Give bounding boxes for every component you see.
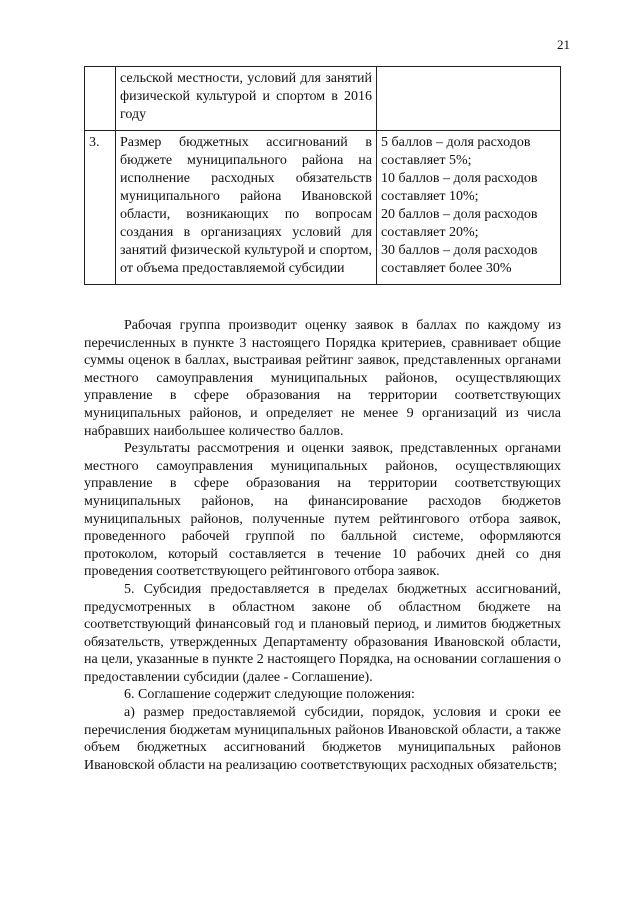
criterion-cell: сельской местности, условий для занятий физической культурой и спортом в 2016 году — [116, 67, 377, 131]
row-number-cell — [85, 67, 116, 131]
score-cell — [377, 131, 561, 285]
score-cell — [377, 67, 561, 131]
criterion-cell: Размер бюджетных ассигнований в бюджете муниципального района на исполнение расходных обязательств муниципального района Ивановской области, возникающих по вопросам создания в организациях условий для занятий физической культурой и спортом, от объема предоставляемой субсидии — [116, 131, 377, 285]
table-row — [85, 131, 561, 285]
paragraph: 5. Субсидия предоставляется в пределах бюджетных ассигнований, предусмотренных в областном законе об областном бюджете на соответствующий финансовый год и плановый период, и лимитов бюджетных обязательств, утвержденных Департаменту образования Ивановской области, на цели, указанные в пункте 2 настоящего Порядка, на основании соглашения о предоставлении субсидии (далее - Соглашение). — [84, 581, 561, 685]
body-text — [84, 317, 561, 774]
paragraph: Результаты рассмотрения и оценки заявок, представленных органами местного самоуправления муниципальных районов, осуществляющих управление в сфере образования на территории соответствующих муниципальных районов, на финансирование расходов бюджетов муниципальных районов, полученные путем рейтингового отбора заявок, проведенного рабочей группой по балльной системе, оформляются протоколом, который составляется в течение 10 рабочих дней со дня проведения соответствующего рейтингового отбора заявок. — [84, 441, 561, 580]
score-line: 5 баллов – доля расходов составляет 5%; — [381, 135, 531, 168]
paragraph: Рабочая группа производит оценку заявок в баллах по каждому из перечисленных в пункте 3 настоящего Порядка критериев, сравнивает общие суммы оценок в баллах, выстраивая рейтинг заявок, представленных органами местного самоуправления муниципальных районов, осуществляющих управление в сфере образования на территории соответствующих муниципальных районов, и определяет не менее 9 организаций из числа набравших наибольшее количество баллов. — [84, 318, 561, 439]
table-row — [85, 67, 561, 131]
row-number-cell: 3. — [85, 131, 116, 285]
score-line: 30 баллов – доля расходов составляет более 30% — [381, 243, 538, 276]
score-line: 20 баллов – доля расходов составляет 20%; — [381, 207, 538, 240]
criteria-table — [84, 66, 561, 285]
paragraph: 6. Соглашение содержит следующие положения: — [124, 687, 415, 703]
page-number: 21 — [557, 37, 570, 52]
score-line: 10 баллов – доля расходов составляет 10%; — [381, 171, 538, 204]
paragraph: а) размер предоставляемой субсидии, порядок, условия и сроки ее перечисления бюджетам муниципальных районов Ивановской области, а также объем бюджетных ассигнований бюджетов муниципальных районов Ивановской области на реализацию соответствующих расходных обязательств; — [84, 705, 561, 773]
